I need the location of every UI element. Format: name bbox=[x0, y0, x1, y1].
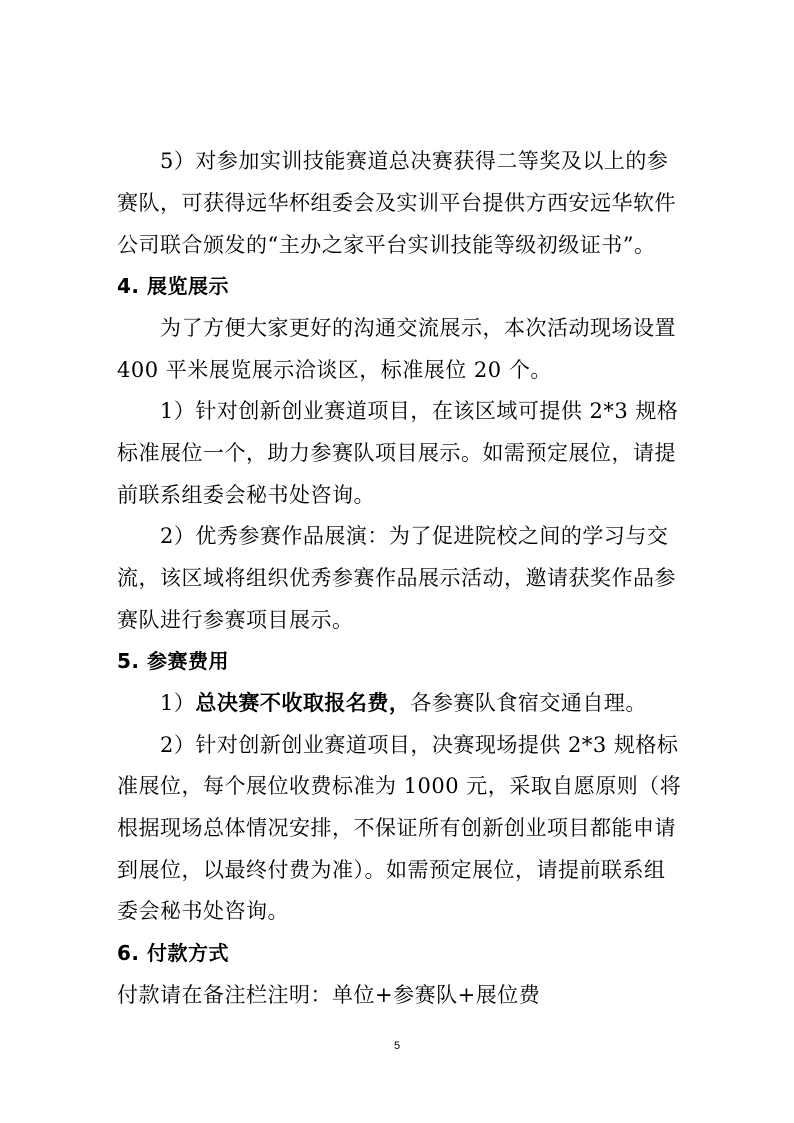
paragraph-line: 根据现场总体情况安排，不保证所有创新创业项目都能申请 bbox=[117, 816, 676, 840]
paragraph-line: 2）优秀参赛作品展演：为了促进院校之间的学习与交 bbox=[160, 524, 669, 548]
paragraph-line: 400 平米展览展示洽谈区，标准展位 20 个。 bbox=[117, 358, 552, 382]
emphasis-text: 总决赛不收取报名费， bbox=[195, 691, 411, 715]
section-heading-4: 4. 展览展示 bbox=[117, 274, 229, 298]
paragraph-line: 准展位，每个展位收费标准为 1000 元，采取自愿原则（将 bbox=[117, 774, 682, 798]
item-prefix: 1） bbox=[160, 691, 196, 715]
paragraph-line: 流，该区域将组织优秀参赛作品展示活动，邀请获奖作品参 bbox=[117, 566, 676, 590]
paragraph-line: 赛队，可获得远华杯组委会及实训平台提供方西安远华软件 bbox=[117, 191, 676, 215]
paragraph-line: 赛队进行参赛项目展示。 bbox=[117, 608, 354, 632]
paragraph-line: 委会秘书处咨询。 bbox=[117, 899, 289, 923]
item-text: 各参赛队食宿交通自理。 bbox=[410, 691, 647, 715]
section-heading-5: 5. 参赛费用 bbox=[117, 649, 229, 673]
paragraph-line: 为了方便大家更好的沟通交流展示，本次活动现场设置 bbox=[160, 316, 676, 340]
paragraph-line bbox=[160, 688, 720, 718]
section-heading-6: 6. 付款方式 bbox=[117, 941, 229, 965]
paragraph-line: 标准展位一个，助力参赛队项目展示。如需预定展位，请提 bbox=[117, 441, 676, 465]
paragraph-line: 5）对参加实训技能赛道总决赛获得二等奖及以上的参 bbox=[160, 149, 669, 173]
paragraph-line: 到展位，以最终付费为准）。如需预定展位，请提前联系组 bbox=[117, 858, 666, 882]
paragraph-line: 2）针对创新创业赛道项目，决赛现场提供 2*3 规格标 bbox=[160, 733, 679, 757]
page-number: 5 bbox=[393, 1040, 401, 1052]
paragraph-line: 付款请在备注栏注明：单位+参赛队+展位费 bbox=[117, 983, 541, 1007]
paragraph-line: 前联系组委会秘书处咨询。 bbox=[117, 483, 375, 507]
paragraph-line: 公司联合颁发的“主办之家平台实训技能等级初级证书”。 bbox=[117, 233, 656, 257]
paragraph-line: 1）针对创新创业赛道项目，在该区域可提供 2*3 规格 bbox=[160, 399, 679, 423]
